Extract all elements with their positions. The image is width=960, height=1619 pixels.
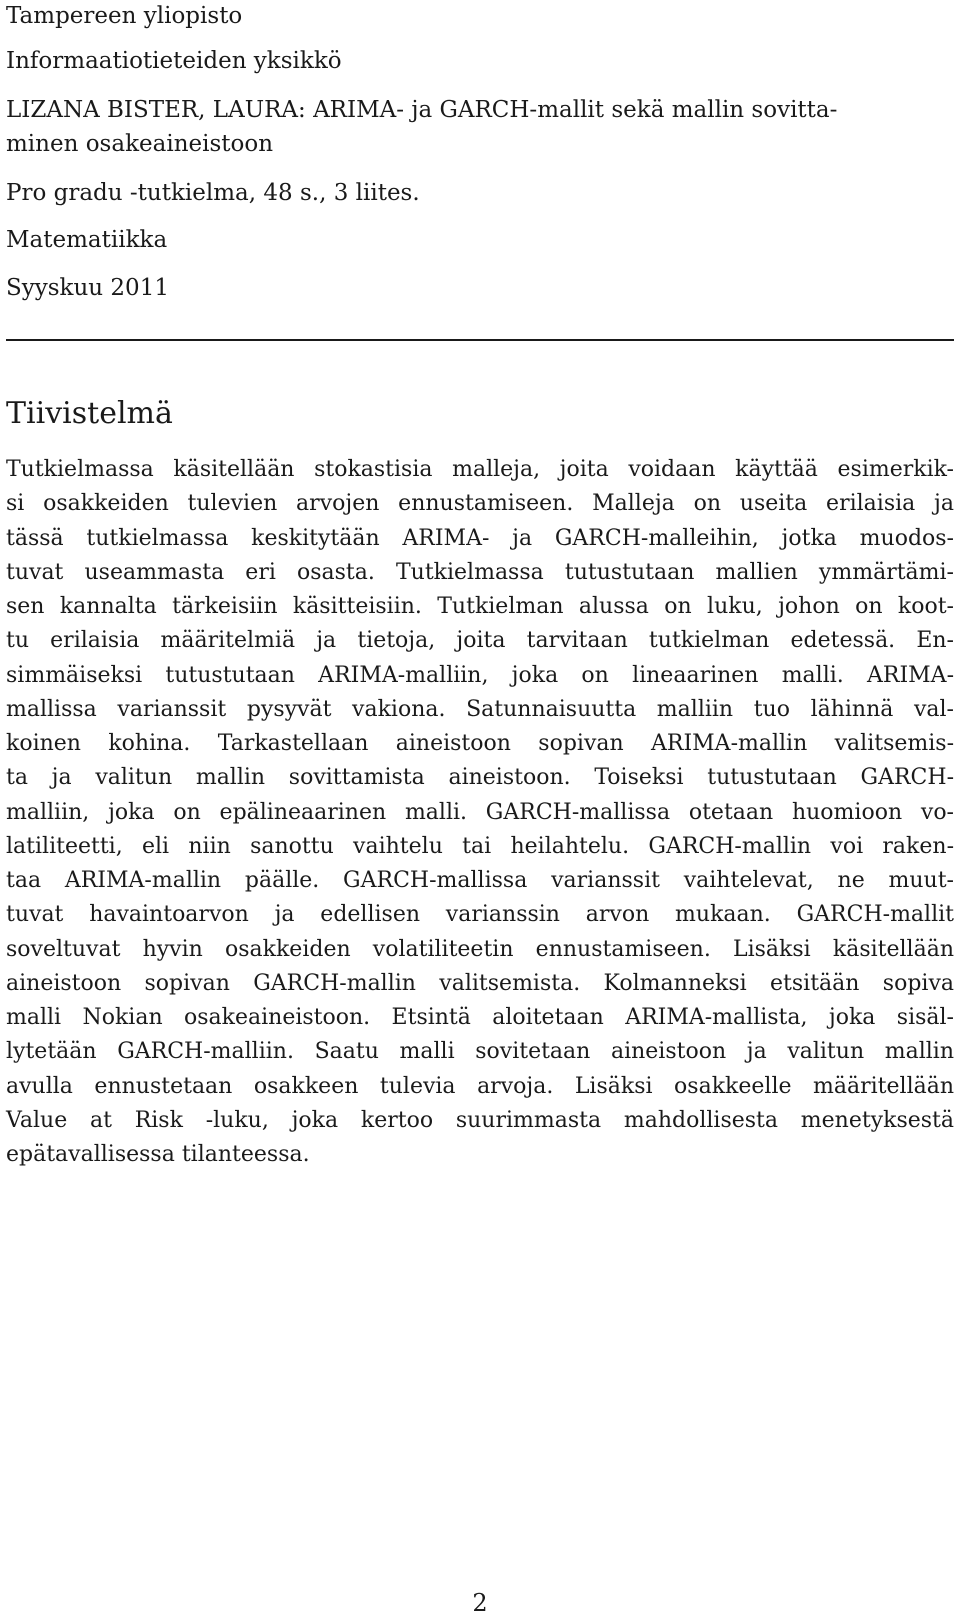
thesis-info: Pro gradu -tutkielma, 48 s., 3 liites. — [6, 180, 420, 206]
abstract-body — [6, 453, 954, 1172]
abstract-line: tässä tutkielmassa keskitytään ARIMA- ja GARCH-malleihin, jotka muodos- — [6, 525, 954, 551]
abstract-line: ta ja valitun mallin sovittamista aineistoon. Toiseksi tutustutaan GARCH- — [6, 765, 954, 791]
document-page — [6, 0, 954, 1619]
abstract-line: Value at Risk -luku, joka kertoo suurimmasta mahdollisesta menetyksestä — [6, 1107, 954, 1133]
date: Syyskuu 2011 — [6, 275, 169, 301]
abstract-line: koinen kohina. Tarkastellaan aineistoon sopivan ARIMA-mallin valitsemis- — [6, 731, 954, 756]
thesis-title-line-2: minen osakeaineistoon — [6, 131, 274, 157]
abstract-line: tuvat havaintoarvon ja edellisen varianssin arvon mukaan. GARCH-mallit — [6, 902, 954, 928]
abstract-heading: Tiivistelmä — [6, 396, 173, 431]
abstract-line: epätavallisessa tilanteessa. — [6, 1142, 310, 1167]
abstract-line: avulla ennustetaan osakkeen tulevia arvoja. Lisäksi osakkeelle määritellään — [6, 1073, 954, 1099]
abstract-line: tuvat useammasta eri osasta. Tutkielmassa tutustutaan mallien ymmärtämi- — [6, 559, 954, 585]
abstract-line: tu erilaisia määritelmiä ja tietoja, joita tarvitaan tutkielman edetessä. En- — [6, 628, 954, 654]
thesis-title-line-1: LIZANA BISTER, LAURA: ARIMA- ja GARCH-mallit sekä mallin sovitta- — [6, 97, 838, 123]
abstract-line: latiliteetti, eli niin sanottu vaihtelu tai heilahtelu. GARCH-mallin voi raken- — [6, 833, 954, 859]
unit-name: Informaatiotieteiden yksikkö — [6, 48, 342, 74]
page-number: 2 — [472, 1589, 488, 1617]
abstract-line: Tutkielmassa käsitellään stokastisia malleja, joita voidaan käyttää esimerkik- — [6, 457, 954, 482]
abstract-line: lytetään GARCH-malliin. Saatu malli sovitetaan aineistoon ja valitun mallin — [6, 1039, 954, 1065]
abstract-line: taa ARIMA-mallin päälle. GARCH-mallissa varianssit vaihtelevat, ne muut- — [6, 868, 954, 893]
horizontal-rule — [6, 339, 954, 341]
abstract-line: malliin, joka on epälineaarinen malli. GARCH-mallissa otetaan huomioon vo- — [6, 799, 954, 825]
abstract-line: simmäiseksi tutustutaan ARIMA-malliin, joka on lineaarinen malli. ARIMA- — [6, 662, 954, 688]
university-name: Tampereen yliopisto — [6, 3, 243, 29]
subject: Matematiikka — [6, 227, 168, 253]
abstract-line: malli Nokian osakeaineistoon. Etsintä aloitetaan ARIMA-mallista, joka sisäl- — [6, 1005, 954, 1030]
abstract-line: soveltuvat hyvin osakkeiden volatiliteetin ennustamiseen. Lisäksi käsitellään — [6, 936, 954, 962]
abstract-line: si osakkeiden tulevien arvojen ennustamiseen. Malleja on useita erilaisia ja — [6, 491, 954, 517]
abstract-line: mallissa varianssit pysyvät vakiona. Satunnaisuutta malliin tuo lähinnä val- — [6, 696, 954, 722]
abstract-line: aineistoon sopivan GARCH-mallin valitsemista. Kolmanneksi etsitään sopiva — [6, 970, 954, 996]
abstract-line: sen kannalta tärkeisiin käsitteisiin. Tutkielman alussa on luku, johon on koot- — [6, 594, 954, 619]
